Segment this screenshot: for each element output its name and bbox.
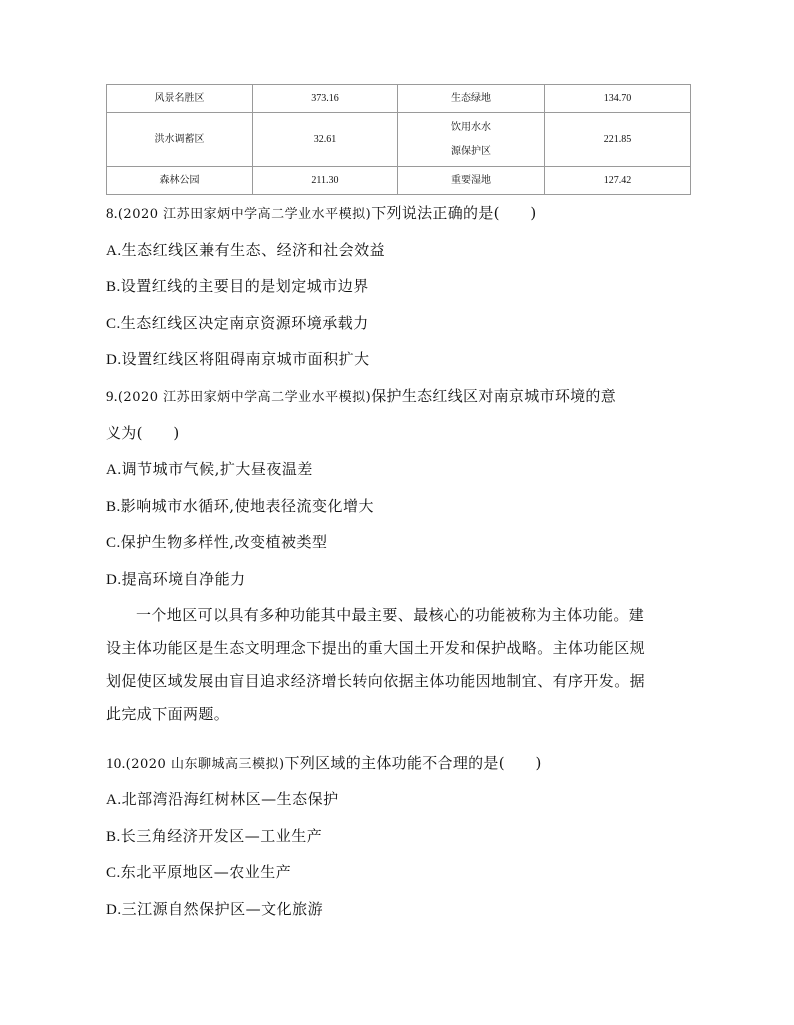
option-letter: A. <box>106 243 122 259</box>
question-source: (2020 江苏田家炳中学高二学业水平模拟) <box>117 390 372 405</box>
question-8-option-d <box>106 349 370 370</box>
question-number: 10. <box>106 756 126 772</box>
table-cell-name-line: 源保护区 <box>451 145 491 157</box>
option-letter: B. <box>106 499 121 515</box>
passage-line: 此完成下面两题。 <box>106 705 230 723</box>
option-text: 东北平原地区—农业生产 <box>120 863 292 881</box>
question-10-option-d <box>106 899 323 920</box>
option-letter: C. <box>106 865 121 881</box>
option-text: 长三角经济开发区—工业生产 <box>120 827 323 845</box>
table-cell-value: 127.42 <box>545 167 691 195</box>
area-table-container <box>106 84 690 195</box>
option-letter: A. <box>106 462 122 478</box>
option-text: 调节城市气候,扩大昼夜温差 <box>121 460 313 478</box>
table-cell-value: 221.85 <box>545 113 691 167</box>
question-9-stem <box>106 386 616 408</box>
option-text: 生态红线区决定南京资源环境承载力 <box>120 314 369 332</box>
question-9-option-a <box>106 459 313 480</box>
question-text: 下列区域的主体功能不合理的是( ) <box>284 754 542 772</box>
question-text: 义为( ) <box>106 424 180 442</box>
question-10-option-a <box>106 789 339 810</box>
table-cell-name: 洪水调蓄区 <box>107 113 253 167</box>
question-number: 9. <box>106 389 118 405</box>
question-source: (2020 江苏田家炳中学高二学业水平模拟) <box>117 207 372 222</box>
question-8-option-a <box>106 240 385 261</box>
table-cell-name: 风景名胜区 <box>107 85 253 113</box>
question-10-option-b <box>106 826 322 847</box>
table-cell-name: 生态绿地 <box>398 85 545 113</box>
table-cell-value: 32.61 <box>253 113 398 167</box>
table-cell-value: 211.30 <box>253 167 398 195</box>
question-9-option-c <box>106 532 328 553</box>
option-letter: A. <box>106 792 122 808</box>
option-text: 北部湾沿海红树林区—生态保护 <box>121 790 339 808</box>
question-8-option-c <box>106 313 369 334</box>
passage-line: 一个地区可以具有多种功能其中最主要、最核心的功能被称为主体功能。建 <box>136 606 645 624</box>
table-row <box>107 113 691 167</box>
option-text: 保护生物多样性,改变植被类型 <box>120 533 328 551</box>
option-text: 生态红线区兼有生态、经济和社会效益 <box>121 241 386 259</box>
option-letter: D. <box>106 902 122 918</box>
passage-line: 设主体功能区是生态文明理念下提出的重大国土开发和保护战略。主体功能区规 <box>106 639 646 657</box>
table-cell-name-line: 饮用水水 <box>451 121 491 133</box>
passage-line: 划促使区域发展由盲目追求经济增长转向依据主体功能因地制宜、有序开发。据 <box>106 672 646 690</box>
table-row <box>107 167 691 195</box>
table-row <box>107 85 691 113</box>
option-letter: D. <box>106 352 122 368</box>
question-8-option-b <box>106 276 369 297</box>
option-text: 设置红线的主要目的是划定城市边界 <box>120 277 369 295</box>
area-table <box>106 84 691 195</box>
option-letter: C. <box>106 535 121 551</box>
option-letter: C. <box>106 316 121 332</box>
option-text: 影响城市水循环,使地表径流变化增大 <box>120 497 375 515</box>
table-cell-name <box>398 113 545 167</box>
table-cell-name: 重要湿地 <box>398 167 545 195</box>
question-9-option-d <box>106 569 246 590</box>
question-9-option-b <box>106 496 374 517</box>
option-text: 提高环境自净能力 <box>121 570 246 588</box>
table-cell-value: 134.70 <box>545 85 691 113</box>
question-10-option-c <box>106 862 291 883</box>
question-10-stem <box>106 753 542 775</box>
question-source: (2020 山东聊城高三模拟) <box>125 757 285 772</box>
question-number: 8. <box>106 206 118 222</box>
option-letter: B. <box>106 829 121 845</box>
table-cell-name: 森林公园 <box>107 167 253 195</box>
table-cell-value: 373.16 <box>253 85 398 113</box>
question-8-stem <box>106 203 537 225</box>
option-text: 设置红线区将阻碍南京城市面积扩大 <box>121 350 370 368</box>
option-letter: B. <box>106 279 121 295</box>
option-letter: D. <box>106 572 122 588</box>
question-text: 下列说法正确的是( ) <box>371 204 537 222</box>
reading-passage <box>106 599 690 731</box>
option-text: 三江源自然保护区—文化旅游 <box>121 900 324 918</box>
question-text: 保护生态红线区对南京城市环境的意 <box>371 387 617 405</box>
question-9-stem-continued <box>106 423 180 443</box>
